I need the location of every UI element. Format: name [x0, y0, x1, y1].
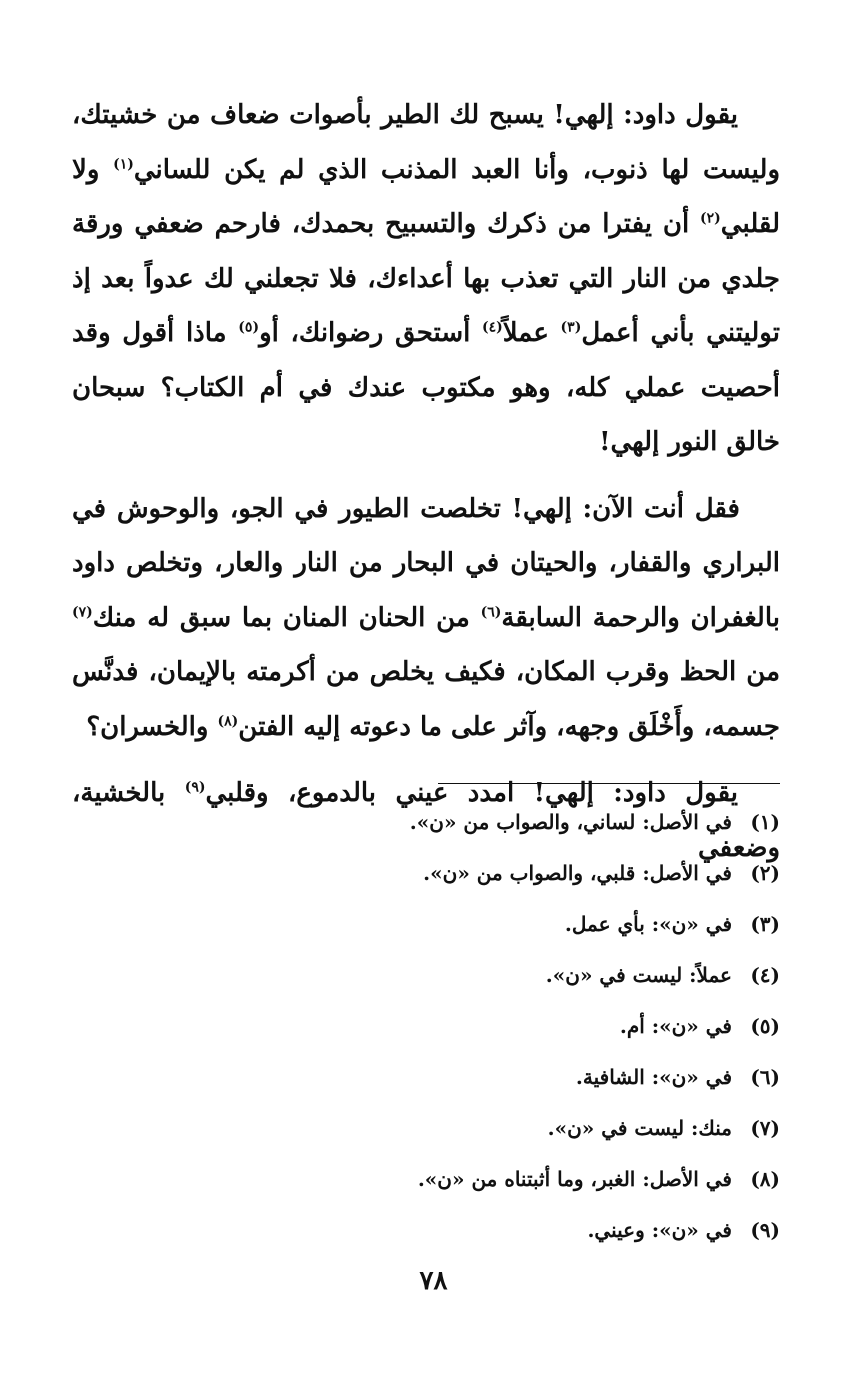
text-run: ولا لقلبي: [72, 154, 780, 239]
footnote-number: (٩): [750, 1218, 780, 1242]
footnote-ref-4[interactable]: (٤): [482, 319, 503, 336]
footnote-ref-3[interactable]: (٣): [560, 319, 582, 336]
footnote-text: في «ن»: الشافية.: [575, 1065, 732, 1089]
text-run: والخسران؟: [86, 711, 218, 742]
text-run: بالخشية، وضعفي: [72, 778, 780, 863]
footnote-ref-1[interactable]: (١): [113, 155, 134, 172]
footnote-text: منك: ليست في «ن».: [547, 1116, 732, 1140]
text-run: من الحنان المنان بما سبق له منك: [92, 602, 481, 633]
footnote-8: [72, 1154, 780, 1205]
text-run: من الحظ وقرب المكان، فكيف يخلص من أكرمته بالإيمان، فدنَّس جسمه، وأَخْلَق وجهه، وآثر على ما دعوته إليه الفتن: [72, 657, 780, 742]
footnote-text: في الأصل: لساني، والصواب من «ن».: [409, 810, 732, 834]
text-run: أستحق رضوانك، أو: [259, 318, 483, 348]
footnote-number: (٢): [750, 861, 780, 885]
footnote-text: في «ن»: أم.: [619, 1014, 732, 1038]
footnote-1: [72, 797, 780, 848]
footnote-4: [72, 950, 780, 1001]
text-run: يقول داود: إلهي! يسبح لك الطير بأصوات ضعاف من خشيتك، وليست لها ذنوب، وأنا العبد المذنب الذي لم يكن للساني: [72, 100, 781, 185]
footnote-2: [72, 848, 780, 899]
footnote-number: (٣): [750, 912, 780, 936]
footnote-number: (٨): [750, 1167, 780, 1191]
footnote-ref-8[interactable]: (٨): [217, 712, 239, 729]
main-text: [72, 88, 780, 875]
text-run: عملاً: [502, 318, 561, 348]
footnote-ref-5[interactable]: (٥): [238, 319, 260, 336]
footnote-text: في الأصل: قلبي، والصواب من «ن».: [423, 861, 732, 885]
text-run: يقول داود: إلهي! امدد عيني بالدموع، وقلبي: [205, 778, 738, 808]
footnote-ref-2[interactable]: (٢): [700, 210, 721, 227]
footnote-7: [72, 1103, 780, 1154]
footnote-text: في «ن»: بأي عمل.: [564, 912, 732, 936]
footnote-3: [72, 899, 780, 950]
footnote-ref-6[interactable]: (٦): [480, 603, 502, 620]
footnote-text: عملاً: ليست في «ن».: [545, 963, 732, 987]
footnote-ref-7[interactable]: (٧): [72, 603, 93, 620]
footnote-6: [72, 1052, 780, 1103]
paragraph-2: [72, 482, 780, 755]
text-run: ماذا أقول وقد أحصيت عملي كله، وهو مكتوب عندك في أم الكتاب؟ سبحان خالق النور إلهي!: [72, 318, 780, 457]
footnote-number: (٤): [750, 963, 780, 987]
footnote-separator: [438, 783, 780, 784]
footnote-number: (٥): [750, 1014, 780, 1038]
footnote-9: [72, 1205, 780, 1256]
page-number: ٧٨: [419, 1266, 448, 1296]
text-run: أن يفترا من ذكرك والتسبيح بحمدك، فارحم ضعفي ورقة جلدي من النار التي تعذب بها أعداءك، فلا تجعلني لك عدواً بعد إذ توليتني بأني أعمل: [72, 209, 780, 348]
footnotes-list: [72, 797, 780, 1256]
footnote-text: في «ن»: وعيني.: [587, 1218, 732, 1242]
footnote-5: [72, 1001, 780, 1052]
footnote-number: (١): [750, 810, 780, 834]
text-run: فقل أنت الآن: إلهي! تخلصت الطيور في الجو، والوحوش في البراري والقفار، والحيتان في البحار من النار والعار، وتخلص داود بالغفران والرحمة السابقة: [72, 493, 780, 633]
footnote-ref-9[interactable]: (٩): [184, 779, 206, 796]
paragraph-1: [72, 88, 780, 470]
footnote-text: في الأصل: الغبر، وما أثبتناه من «ن».: [417, 1167, 732, 1191]
footnote-number: (٦): [750, 1065, 780, 1089]
footnote-number: (٧): [750, 1116, 780, 1140]
